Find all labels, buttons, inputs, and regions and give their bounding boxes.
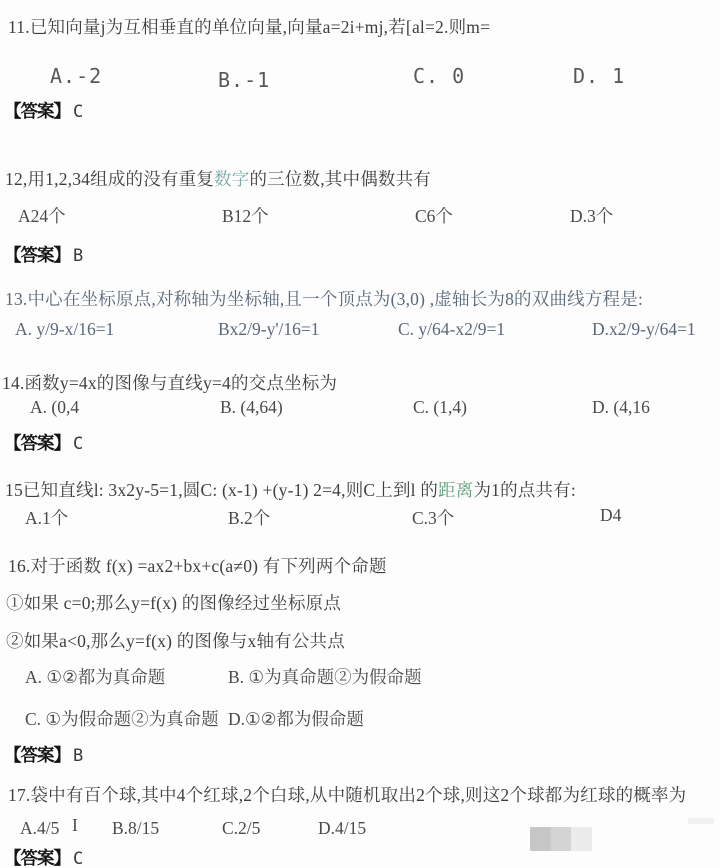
question-14-answer (4, 430, 83, 455)
question-11-stem: 11.已知向量j为互相垂直的单位向量,向量a=2i+mj,若[al=2.则m= (8, 17, 491, 37)
question-15-option-c: C.3个 (412, 508, 455, 528)
highlighted-word: 距离 (438, 480, 474, 500)
answer-label: 【答案】 (4, 848, 70, 868)
question-13-option-a: A. y/9-x/16=1 (15, 319, 115, 339)
question-16-proposition-1: ①如果 c=0;那么y=f(x) 的图像经过坐标原点 (6, 593, 342, 613)
question-11-option-c: C. 0 (413, 64, 466, 88)
question-14-stem: 14.函数y=4x的图像与直线y=4的交点坐标为 (2, 373, 338, 393)
question-16-answer (4, 742, 83, 767)
question-13-stem: 13.中心在坐标原点,对称轴为坐标轴,且一个顶点为(3,0) ,虚轴长为8的双曲线方程是: (5, 289, 644, 309)
question-12-option-a: A24个 (18, 206, 66, 226)
answer-value: C (73, 849, 84, 868)
question-14-option-c: C. (1,4) (413, 397, 467, 417)
question-12-stem: 12,用1,2,34组成的没有重复数字的三位数,其中偶数共有 (5, 169, 432, 189)
question-13-option-d: D.x2/9-y/64=1 (592, 319, 696, 339)
question-17-option-b: B.8/15 (112, 818, 160, 838)
question-12-answer (4, 242, 83, 267)
answer-label: 【答案】 (4, 433, 70, 453)
question-16-stem: 16.对于函数 f(x) =ax2+bx+c(a≠0) 有下列两个命题 (8, 556, 387, 576)
answer-label: 【答案】 (4, 245, 70, 265)
question-17-option-d: D.4/15 (318, 818, 367, 838)
question-13-option-c: C. y/64-x2/9=1 (398, 319, 506, 339)
question-15-option-d: D4 (600, 505, 622, 525)
question-17-stem: 17.袋中有百个球,其中4个红球,2个白球,从中随机取出2个球,则这2个球都为红球的概率为 (8, 785, 687, 805)
question-16-option-c: C. ①为假命题②为真命题 (25, 709, 219, 729)
question-17-option-a: A.4/5 (20, 818, 60, 838)
question-11-answer (4, 98, 83, 123)
redacted-watermark (530, 827, 592, 851)
question-12-option-c: C6个 (415, 206, 453, 226)
question-15-option-a: A.1个 (25, 508, 69, 528)
question-12-option-b: B12个 (222, 206, 269, 226)
question-14-option-a: A. (0,4 (30, 397, 80, 417)
question-16-proposition-2: ②如果a<0,那么y=f(x) 的图像与x轴有公共点 (6, 631, 345, 651)
answer-value: B (73, 746, 84, 766)
scan-smudge (688, 818, 714, 824)
question-15-stem: 15已知直线l: 3x2y-5=1,圆C: (x-1) +(y-1) 2=4,则C上到l 的距离为1的点共有: (5, 480, 576, 500)
question-14-option-d: D. (4,16 (592, 397, 650, 417)
question-17-answer (4, 845, 83, 868)
question-17-stray-mark: I (72, 815, 78, 835)
question-12-option-d: D.3个 (570, 206, 614, 226)
question-14-option-b: B. (4,64) (220, 397, 283, 417)
answer-value: C (73, 434, 84, 454)
answer-label: 【答案】 (4, 745, 70, 765)
question-11-option-b: B.-1 (218, 68, 271, 92)
question-17-option-c: C.2/5 (222, 818, 261, 838)
question-13-option-b: Bx2/9-y'/16=1 (218, 319, 320, 339)
question-11-option-d: D. 1 (573, 64, 626, 88)
answer-label: 【答案】 (4, 101, 70, 121)
question-16-option-b: B. ①为真命题②为假命题 (228, 667, 422, 687)
answer-value: B (73, 246, 84, 266)
answer-value: C (73, 102, 84, 122)
highlighted-word: 数字 (214, 169, 250, 189)
question-11-option-a: A.-2 (50, 64, 103, 88)
question-16-option-d: D.①②都为假命题 (228, 709, 364, 729)
question-16-option-a: A. ①②都为真命题 (25, 667, 166, 687)
question-15-option-b: B.2个 (228, 508, 271, 528)
